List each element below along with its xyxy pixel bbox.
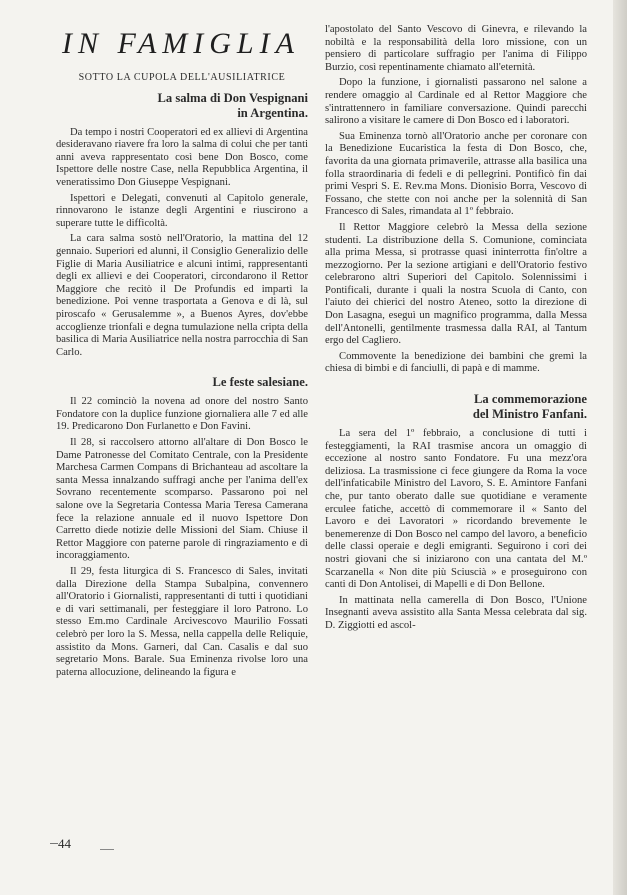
paragraph: Il 29, festa liturgica di S. Francesco di Sales, invitati dalla Direzione della Stampa Subalpina, convennero all'Oratorio i Giornalisti, rappresentanti di tutti i quotidiani e di vari settimanali, per festeggiare il loro Patrono. Lo stesso Em.mo Cardinale Arcivescovo Maurilio Fossati celebrò per loro la S. Messa, nella cappella delle Reliquie, assistito da Mons. Garneri, dal Can. Casalis e dal suo segretario Mons. Barale. Sua Eminenza rivolse loro una paterna allocuzione, delineando la figura e [56, 566, 308, 678]
paragraph: l'apostolato del Santo Vescovo di Ginevra, e rilevando la nobiltà e la responsabilità della loro missione, con un pensiero di particolare suffragio per l'anima di Filippo Burzio, così repentinamente chiamato all'eternità. [325, 24, 587, 73]
section-subtitle: SOTTO LA CUPOLA DELL'AUSILIATRICE [78, 72, 286, 83]
page-title: IN FAMIGLIA [62, 27, 300, 60]
footer-rule-left [50, 843, 58, 844]
paragraph: Dopo la funzione, i giornalisti passarono nel salone a rendere omaggio al Cardinale ed al Rettor Maggiore che s'intrattennero in familiare conversazione. Quindi parecchi salirono a visitare le camere di Don Bosco ed i laboratori. [325, 77, 587, 127]
paragraph: In mattinata nella camerella di Don Bosco, l'Unione Insegnanti aveva assistito alla Santa Messa celebrata dal sig. D. Ziggiotti ed ascol- [325, 594, 587, 631]
left-column [56, 24, 308, 682]
footer-rule-right [100, 849, 114, 850]
section-title-line-2: del Ministro Fanfani. [472, 407, 587, 422]
paragraph: Sua Eminenza tornò all'Oratorio anche per coronare con la Benedizione Eucaristica la festa di Don Bosco, che, favorita da una giornata primaverile, attrasse alla basilica una folla straordinaria di fedeli e di pellegrini. Pontificò fin dai primi Vespri S. E. Rev.ma Mons. Dionisio Borra, Vescovo di Fossano, che stette con noi anche per la solennità di San Francesco di Sales, rimandata al 1º febbraio. [325, 130, 587, 218]
paragraph: Ispettori e Delegati, convenuti al Capitolo generale, rinnovarono le istanze degli Argentini e riuscirono a superare tutte le difficoltà. [56, 192, 308, 229]
paragraph: Il Rettor Maggiore celebrò la Messa della sezione studenti. La distribuzione della S. Comunione, cominciata alla prima Messa, si protrasse quasi ininterrotta fin'oltre a mezzogiorno. Per la sezione artigiani e dell'Oratorio festivo celebrarono altri Superiori del Capitolo. Solennissimi i Pontificali, durante i quali la nostra Scuola di Canto, con l'aiuto dei chierici del nostro Ateneo, sotto la direzione di Don Lasagna, eseguì un magnifico programma, dalla Messa dell'Antonelli, gentilmente trasmessa dalla RAI, al Tantum ergo del Cagliero. [325, 221, 587, 347]
section-title-line-1: La salma di Don Vespignani [157, 90, 308, 105]
section-title-line-2: in Argentina. [237, 105, 308, 120]
paragraph: La sera del 1º febbraio, a conclusione di tutti i festeggiamenti, la RAI trasmise ancora un omaggio di eccezione al nostro santo Fondatore. Fu una mezz'ora deliziosa. La trasmissione ci fece giungere da Roma la voce dell'infaticabile Ministro del Lavoro, S. E. Amintore Fanfani che, pur tanto oberato dalle sue quotidiane e veramente erculee fatiche, accettò di commemorare il « Santo del Lavoro e dei Lavoratori » ricordando brevemente le benemerenze di Don Bosco nel campo del lavoro, a beneficio delle classi operaie e degli emigranti. Seguirono i cori dei nostri giovani che si iniziarono con una cantata del M.º Scarzanella « Non dite più Sciuscià » e proseguirono con canti di Don Antolisei, di Mapelli e di Don Bellone. [325, 428, 587, 591]
page-number: 44 [58, 836, 71, 851]
paragraph: Il 28, si raccolsero attorno all'altare di Don Bosco le Dame Patronesse del Comitato Centrale, con la Presidente Marchesa Carmen Compans di Brichanteau ad ascoltare la santa Messa innalzando suffragi anche per l'anima dell'ex Sovrano recentemente scomparso. Passarono poi nel salone ove la Segretaria Contessa Maria Teresa Camerana fece la relazione annuale ed il nuovo Ispettore Don Carretto diede notizie delle Missioni del Siam. Chiuse il Rettor Maggiore con paterne parole di ringraziamento e di incoraggiamento. [56, 437, 308, 562]
right-column [325, 24, 587, 636]
section-title-feste: Le feste salesiane. [212, 375, 308, 390]
paragraph: Da tempo i nostri Cooperatori ed ex allievi di Argentina desideravano riavere fra loro la salma di colui che per tanti anni aveva rappresentato così bene Don Bosco, come Ispettore delle nostre Case, nella Repubblica Argentina, il veneratissimo Don Giuseppe Vespignani. [56, 126, 308, 188]
section-title-fanfani [325, 392, 587, 422]
paragraph: La cara salma sostò nell'Oratorio, la mattina del 12 gennaio. Superiori ed alunni, il Consiglio Generalizio delle Figlie di Maria Ausiliatrice e alcuni intimi, rappresentanti degli ex allievi e dei Cooperatori, circondarono il Rettor Maggiore che recitò il De Profundis ed impartì la benedizione. Poi venne trasportata a Genova e di là, sul piroscafo « Gerusalemme », a Buenos Ayres, dov'ebbe accoglienze trionfali e degna tumulazione nella cripta della basilica di Maria Ausiliatrice nella nostra parrocchia di San Carlo. [56, 233, 308, 358]
paragraph: Commovente la benedizione dei bambini che gremì la chiesa di bimbi e di fanciulli, di papà e di mamme. [325, 350, 587, 375]
section-title-vespignani [56, 91, 308, 121]
paragraph: Il 22 cominciò la novena ad onore del nostro Santo Fondatore con la duplice funzione giornaliera alle 7 ed alle 19. Predicarono Don Furlanetto e Don Favini. [56, 396, 308, 433]
page-binding-edge [613, 0, 627, 895]
section-title-line-1: La commemorazione [474, 392, 587, 407]
